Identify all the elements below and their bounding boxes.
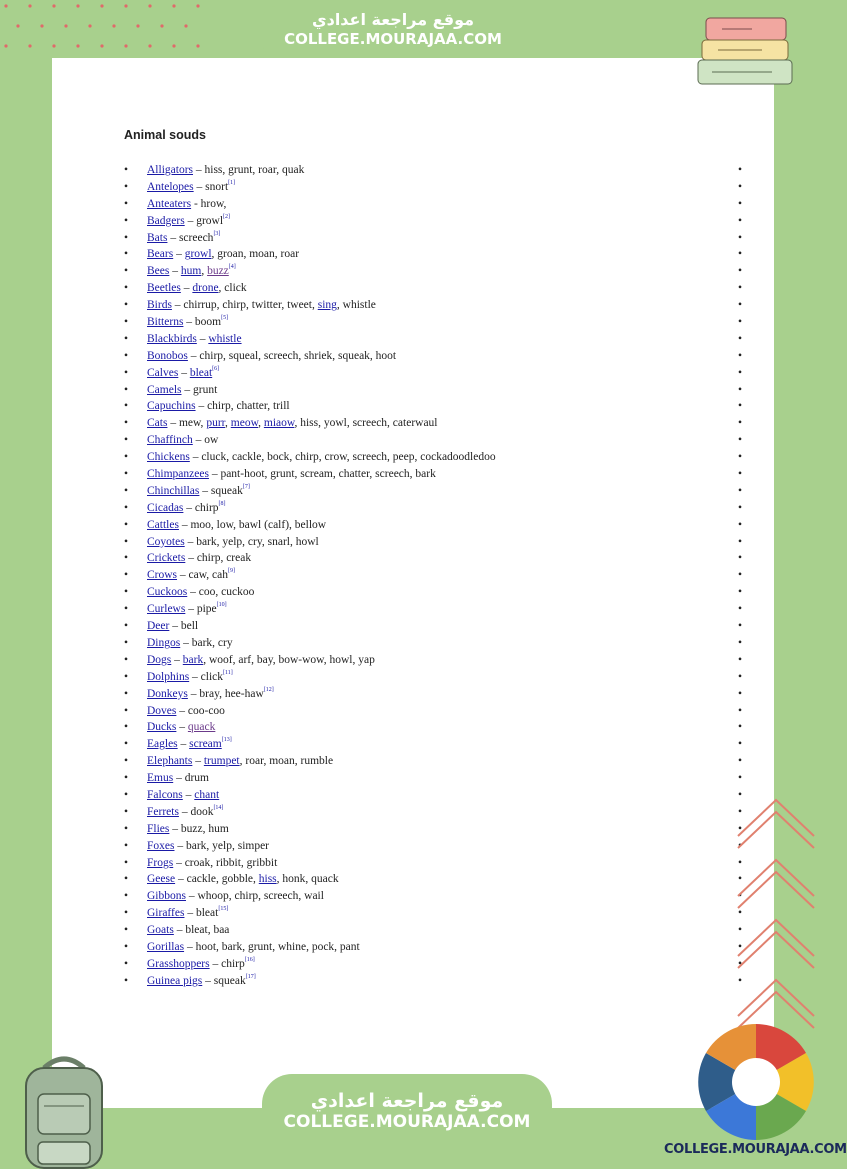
animal-list-item [124,398,742,415]
sound-text: , roar, moan, rumble [239,755,334,768]
sound-text: , honk, quack [276,873,339,886]
sound-text: - hrow, [191,197,227,210]
animal-name-link[interactable]: Cattles [147,518,179,531]
animal-list-item [124,534,742,551]
footnote-reference-link[interactable]: [13] [221,737,232,744]
header-banner [262,6,524,56]
sound-text: – chirp [183,501,219,514]
sound-text: – cackle, gobble, [175,873,259,886]
animal-name-link[interactable]: Gibbons [147,890,186,903]
footnote-reference-link[interactable]: [3] [213,230,221,237]
sound-link[interactable]: bark [182,653,204,666]
sound-text: – coo, cuckoo [187,586,255,599]
sound-text: – chirp, creak [185,552,252,565]
sound-text: – [180,282,193,295]
animal-list-item [124,263,742,280]
sound-link[interactable]: bleat [189,366,213,379]
sound-text: – [173,248,185,261]
sound-link[interactable]: quack [187,721,216,734]
site-arabic-name: موقع مراجعة اعدادي [311,10,475,29]
footnote-reference-link[interactable]: [1] [228,179,236,186]
sound-text: – [192,755,204,768]
animal-list-item [124,246,742,263]
footnote-reference-link[interactable]: [10] [216,602,227,609]
animal-list-item [124,314,742,331]
animal-name-link[interactable]: Chickens [147,451,190,464]
animal-list-item [124,753,742,770]
sound-text: – squeak [199,484,243,497]
animal-list-item [124,280,742,297]
sound-link[interactable]: meow [230,417,259,430]
sound-link[interactable]: miaow [263,417,295,430]
animal-name-link[interactable]: Antelopes [147,180,194,193]
sound-text: , click [218,282,247,295]
sound-text: , woof, arf, bay, bow-wow, howl, yap [203,653,375,666]
sound-text: – bell [169,620,199,633]
animal-name-link[interactable]: Frogs [147,856,174,869]
sound-text: – [171,653,183,666]
animal-list-item [124,888,742,905]
sound-text: , hiss, yowl, screech, caterwaul [294,417,438,430]
footnote-reference-link[interactable]: [2] [223,213,231,220]
footnote-reference-link[interactable]: [6] [212,365,220,372]
sound-text: – bleat, baa [173,924,230,937]
sound-text: – hoot, bark, grunt, whine, pock, pant [184,940,360,953]
animal-name-link[interactable]: Birds [147,299,172,312]
sound-text: – hiss, grunt, roar, quak [193,164,305,176]
animal-name-link[interactable]: Blackbirds [147,332,197,345]
sound-link[interactable]: trumpet [203,755,240,768]
sound-text: , whistle [336,299,376,312]
site-url[interactable]: COLLEGE.MOURAJAA.COM [284,30,502,48]
sound-text: – coo-coo [176,704,225,717]
sound-text: – snort [193,180,229,193]
footnote-reference-link[interactable]: [12] [263,686,274,693]
document-title: Animal souds [124,128,206,142]
sound-text: , groan, moan, roar [211,248,300,261]
sound-link[interactable]: growl [184,248,212,261]
animal-list-item [124,365,742,382]
footer-banner [262,1074,552,1152]
footnote-reference-link[interactable]: [11] [223,669,233,676]
animal-name-link[interactable]: Badgers [147,214,185,227]
animal-name-link[interactable]: Goats [147,924,174,937]
footnote-reference-link[interactable]: [7] [242,483,250,490]
animal-name-link[interactable]: Coyotes [147,535,185,548]
sound-text: – bray, hee-haw [187,687,264,700]
sound-text: – [176,721,188,734]
sound-text: – [177,738,190,751]
animal-name-link[interactable]: Guinea pigs [147,974,203,987]
animal-list-item [124,500,742,517]
sound-text: – ow [192,434,219,447]
animal-list-item [124,331,742,348]
sound-text: – click [189,670,224,683]
animal-list-item [124,635,742,652]
footnote-reference-link[interactable]: [5] [221,315,229,322]
animal-name-link[interactable]: Bats [147,231,168,244]
animal-name-link[interactable]: Giraffes [147,907,185,920]
animal-list-item [124,567,742,584]
sound-link[interactable]: hum [180,265,202,278]
animal-name-link[interactable]: Cats [147,417,168,430]
sound-text: – [178,366,190,379]
animal-name-link[interactable]: Elephants [147,755,193,768]
animal-name-link[interactable]: Donkeys [147,687,188,700]
animal-list-item [124,348,742,365]
animal-list-item [124,719,742,736]
animal-list-item [124,179,742,196]
animal-list-item [124,601,742,618]
sound-text: – screech [167,231,214,244]
sound-text: – chirp, squeal, screech, shriek, squeak, hoot [187,349,397,362]
animal-list-item [124,382,742,399]
animal-list-item [124,297,742,314]
books-stack-icon [692,10,802,94]
animal-name-link[interactable]: Chaffinch [147,434,193,447]
sound-text: – cluck, cackle, bock, chirp, crow, screech, peep, cockadoodledoo [189,451,496,464]
footnote-reference-link[interactable]: [14] [213,804,224,811]
animal-name-link[interactable]: Eagles [147,738,178,751]
animal-list-item [124,466,742,483]
sound-text: – croak, ribbit, gribbit [173,856,278,869]
animal-name-link[interactable]: Camels [147,383,182,396]
animal-list-item [124,584,742,601]
animal-name-link[interactable]: Falcons [147,788,183,801]
sound-text: , [201,265,208,278]
animal-name-link[interactable]: Chimpanzees [147,468,209,481]
sound-link[interactable]: whistle [208,332,242,345]
animal-list-item [124,787,742,804]
sound-link[interactable]: chant [194,788,220,801]
footer-site-url[interactable]: COLLEGE.MOURAJAA.COM [283,1112,531,1132]
animal-list-item [124,703,742,720]
animal-list-item [124,415,742,432]
animal-name-link[interactable]: Bees [147,265,170,278]
animal-name-link[interactable]: Ferrets [147,805,179,818]
animal-name-link[interactable]: Geese [147,873,176,886]
animal-name-link[interactable]: Crickets [147,552,186,565]
animal-name-link[interactable]: Dingos [147,636,181,649]
footnote-reference-link[interactable]: [17] [245,973,256,980]
animal-list-item [124,162,742,179]
animal-list-item [124,686,742,703]
sound-text: – chirp [209,957,245,970]
sound-text: , [258,417,264,430]
animal-list-item [124,230,742,247]
animal-list-item [124,770,742,787]
animal-list-item [124,905,742,922]
animal-name-link[interactable]: Bitterns [147,316,184,329]
animal-list-item [124,804,742,821]
footer-site-arabic-name: موقع مراجعة اعدادي [310,1090,504,1112]
sound-text: – pant-hoot, grunt, scream, chatter, screech, bark [208,468,436,481]
animal-name-link[interactable]: Flies [147,822,170,835]
sound-text: – pipe [185,603,217,616]
animal-sounds-list [124,162,742,990]
sound-text: – grunt [181,383,218,396]
animal-list-item [124,618,742,635]
animal-list-item [124,956,742,973]
footnote-reference-link[interactable]: [8] [218,500,226,507]
sound-text: – whoop, chirp, screech, wail [185,890,324,903]
animal-list-item [124,449,742,466]
animal-name-link[interactable]: Crows [147,569,178,582]
animal-name-link[interactable]: Emus [147,772,174,785]
sound-text: – bark, yelp, simper [174,839,270,852]
footnote-reference-link[interactable]: [9] [228,568,236,575]
sound-text: – squeak [202,974,246,987]
animal-name-link[interactable]: Deer [147,620,170,633]
sound-text: – growl [184,214,224,227]
animal-name-link[interactable]: Foxes [147,839,175,852]
sound-text: – bark, yelp, cry, snarl, howl [184,535,319,548]
animal-list-item [124,922,742,939]
animal-name-link[interactable]: Ducks [147,721,177,734]
sound-link[interactable]: drone [192,282,219,295]
animal-name-link[interactable]: Cuckoos [147,586,188,599]
animal-list-item [124,939,742,956]
animal-list-item [124,652,742,669]
animal-name-link[interactable]: Grasshoppers [147,957,210,970]
sound-link[interactable]: sing [317,299,337,312]
animal-name-link[interactable]: Beetles [147,282,181,295]
sound-text: – [196,332,209,345]
footnote-reference-link[interactable]: [16] [244,956,255,963]
sound-text: – bark, cry [180,636,233,649]
school-subjects-wheel-icon [694,1022,818,1140]
animal-name-link[interactable]: Chinchillas [147,484,200,497]
sound-link[interactable]: purr [206,417,226,430]
animal-list-item [124,669,742,686]
sound-link[interactable]: scream [189,738,222,751]
sound-text: – dook [178,805,214,818]
animal-list-item [124,821,742,838]
sound-text: – chirrup, chirp, twitter, tweet, [171,299,318,312]
animal-list-item [124,432,742,449]
animal-name-link[interactable]: Calves [147,366,179,379]
animal-list-item [124,871,742,888]
sound-text: – moo, low, bawl (calf), bellow [178,518,327,531]
animal-name-link[interactable]: Dolphins [147,670,190,683]
footnote-reference-link[interactable]: [4] [228,264,236,271]
animal-name-link[interactable]: Bonobos [147,349,188,362]
animal-name-link[interactable]: Bears [147,248,174,261]
animal-list-item [124,855,742,872]
sound-text: – chirp, chatter, trill [195,400,290,413]
animal-name-link[interactable]: Anteaters [147,197,192,210]
dotted-pattern-decoration [0,0,210,60]
backpack-icon [14,1054,114,1169]
animal-name-link[interactable]: Gorillas [147,940,185,953]
sound-text: – [182,788,195,801]
animal-list-item [124,973,742,990]
animal-list-item [124,213,742,230]
sound-link[interactable]: hiss [258,873,277,886]
animal-name-link[interactable]: Dogs [147,653,172,666]
animal-name-link[interactable]: Capuchins [147,400,196,413]
chevron-stack-icon [736,792,816,1032]
sound-text: – bleat [184,907,219,920]
sound-text: – drum [173,772,209,785]
animal-list-item [124,736,742,753]
animal-list-item [124,483,742,500]
sound-link[interactable]: buzz [207,265,229,278]
animal-list-item [124,517,742,534]
sound-text: – mew, [167,417,207,430]
sound-text: – boom [183,316,222,329]
sound-text: , [225,417,231,430]
sound-text: – caw, cah [177,569,229,582]
animal-name-link[interactable]: Cicadas [147,501,184,514]
sound-text: – [169,265,181,278]
animal-name-link[interactable]: Alligators [147,164,193,176]
animal-list-item [124,838,742,855]
sound-text: – buzz, hum [169,822,229,835]
animal-list-item [124,550,742,567]
bottom-site-url[interactable]: COLLEGE.MOURAJAA.COM [664,1142,847,1157]
animal-name-link[interactable]: Doves [147,704,177,717]
animal-name-link[interactable]: Curlews [147,603,186,616]
footnote-reference-link[interactable]: [15] [218,906,229,913]
animal-list-item [124,196,742,213]
